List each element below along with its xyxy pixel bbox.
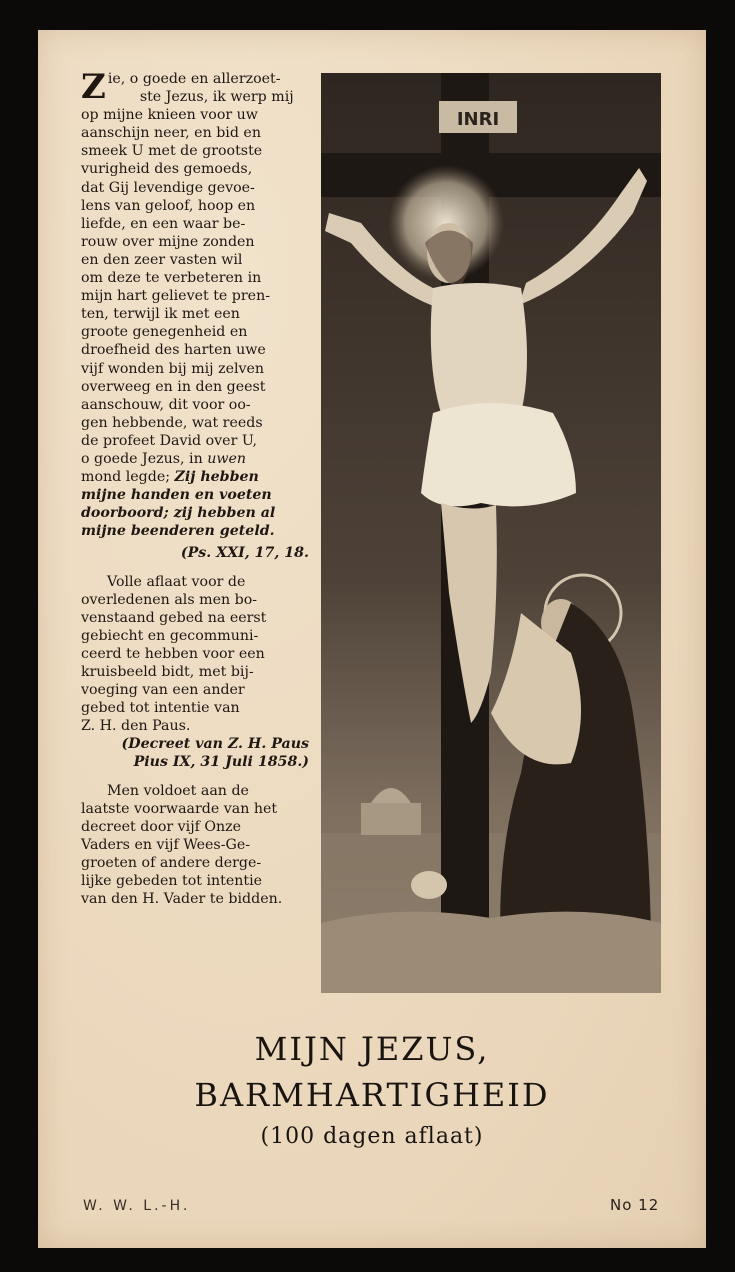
indulgence-line: voeging van een ander <box>81 682 245 699</box>
scripture-quote: mijne beenderen geteld. <box>81 523 275 540</box>
indulgence-line: kruisbeeld bidt, met bij- <box>81 664 254 680</box>
prayer-line: groote genegenheid en <box>81 324 248 341</box>
card-title-line-2: BARMHARTIGHEID <box>194 1076 550 1114</box>
prayer-line: om deze te verbeteren in <box>81 270 262 287</box>
rock-foreground <box>321 912 661 993</box>
card-subtitle: (100 dagen aflaat) <box>260 1124 484 1149</box>
prayer-line: liefde, en een waar be- <box>81 215 246 232</box>
condition-line: Men voldoet aan de <box>107 782 249 799</box>
christ-torso <box>431 283 527 418</box>
prayer-line: o goede Jezus, in <box>81 450 203 467</box>
prayer-card <box>38 30 706 1248</box>
publisher-mark: W. W. L.-H. <box>83 1198 191 1214</box>
prayer-line: ten, terwijl ik met een <box>81 306 240 323</box>
prayer-line: vijf wonden bij mij zelven <box>81 360 265 377</box>
prayer-line: de profeet David over U, <box>81 432 258 449</box>
decree-line: (Decreet van Z. H. Paus <box>121 736 309 753</box>
prayer-line: ste Jezus, ik werp mij <box>139 89 294 106</box>
decree-line: Pius IX, 31 Juli 1858.) <box>133 754 309 771</box>
christ-loincloth <box>421 403 576 506</box>
prayer-paragraph <box>81 67 309 540</box>
psalm-reference: (Ps. XXI, 17, 18. <box>180 545 309 562</box>
scripture-quote: mijne handen en voeten <box>81 487 272 504</box>
indulgence-line: overledenen als men bo- <box>81 591 258 608</box>
indulgence-line: ceerd te hebben voor een <box>81 645 265 662</box>
prayer-line: vurigheid des gemoeds, <box>81 161 253 178</box>
card-number: No 12 <box>610 1196 660 1214</box>
prayer-line: gen hebbende, wat reeds <box>81 414 263 431</box>
skull <box>411 871 447 899</box>
dropcap-letter: Z <box>81 67 106 107</box>
crucifixion-illustration <box>321 73 661 993</box>
scripture-quote: doorboord; zij hebben al <box>81 505 276 522</box>
condition-line: laatste voorwaarde van het <box>81 800 278 817</box>
inri-text: INRI <box>456 109 500 130</box>
crucifixion-image <box>321 73 661 993</box>
indulgence-line: venstaand gebed na eerst <box>81 609 267 626</box>
prayer-line: mond legde; <box>81 469 170 486</box>
indulgence-line: gebed tot intentie van <box>81 700 240 717</box>
indulgence-line: gebiecht en gecommuni- <box>81 627 259 644</box>
prayer-line: lens van geloof, hoop en <box>81 197 256 214</box>
card-title-line-1: MIJN JEZUS, <box>254 1030 490 1068</box>
prayer-line: aanschouw, dit voor oo- <box>81 396 251 413</box>
condition-line: Vaders en vijf Wees-Ge- <box>81 836 251 853</box>
prayer-line: rouw over mijne zonden <box>81 233 255 250</box>
condition-line: lijke gebeden tot intentie <box>81 873 263 890</box>
prayer-text-column <box>81 67 309 908</box>
condition-line: van den H. Vader te bidden. <box>81 891 283 908</box>
prayer-line: ie, o goede en allerzoet- <box>107 71 281 87</box>
prayer-line: mijn hart gelievet te pren- <box>81 288 270 305</box>
prayer-line: dat Gij levendige gevoe- <box>81 179 255 196</box>
prayer-line: smeek U met de grootste <box>81 143 263 160</box>
scripture-quote: Zij hebben <box>174 469 259 486</box>
indulgence-paragraph <box>81 573 309 736</box>
condition-line: decreet door vijf Onze <box>81 818 242 835</box>
prayer-line: aanschijn neer, en bid en <box>81 125 261 142</box>
prayer-line: op mijne knieen voor uw <box>81 107 258 124</box>
condition-paragraph <box>81 782 309 909</box>
prayer-line-italic: uwen <box>207 450 247 467</box>
prayer-line: overweeg en in den geest <box>81 378 266 395</box>
indulgence-line: Volle aflaat voor de <box>107 573 246 590</box>
condition-line: groeten of andere derge- <box>81 854 262 871</box>
decree-reference <box>81 735 309 771</box>
prayer-line: en den zeer vasten wil <box>81 251 243 268</box>
prayer-line: droefheid des harten uwe <box>81 342 266 359</box>
indulgence-line: Z. H. den Paus. <box>81 718 191 735</box>
